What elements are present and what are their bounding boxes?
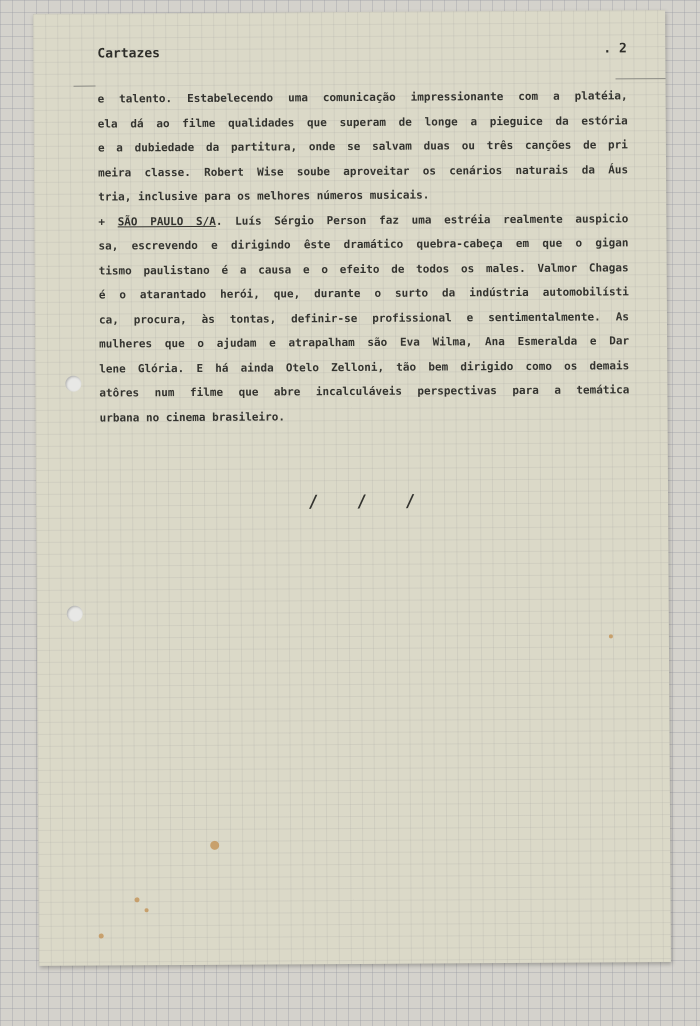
paper-stain — [134, 897, 139, 902]
paper-stain — [609, 634, 613, 638]
text-line: urbana no cinema brasileiro. — [99, 409, 286, 425]
end-mark: / / / — [308, 491, 430, 513]
paper-stain — [99, 934, 104, 939]
film-title: SÃO PAULO S/A — [117, 214, 216, 228]
header-rule-right — [616, 78, 666, 79]
text-line-rest: . Luís Sérgio Person faz uma estréia realmente auspicio — [215, 211, 629, 228]
paper-stain — [210, 841, 219, 850]
page-number: . 2 — [603, 41, 627, 57]
text-line: ca, procura, às tontas, definir-se profissional e sentimentalmente. As — [98, 309, 629, 327]
text-line: ela dá ao filme qualidades que superam de longe a pieguice da estória — [97, 113, 628, 131]
text-line: atôres num filme que abre incalculáveis perspectivas para a temática — [99, 383, 630, 400]
header-rule-left — [74, 86, 96, 87]
text-line: tismo paulistano é a causa e o efeito de todos os males. Valmor Chagas — [98, 260, 629, 278]
text-line: mulheres que o ajudam e atrapalham são Eva Wilma, Ana Esmeralda e Dar — [99, 334, 630, 351]
punch-hole — [65, 376, 81, 392]
bullet-mark: + — [98, 215, 106, 229]
text-line: e a dubiedade da partitura, onde se salvam duas ou três canções de pri — [97, 138, 628, 155]
text-line: sa, escrevendo e dirigindo êste dramático quebra-cabeça em que o gigan — [98, 236, 629, 253]
review-heading-line — [98, 207, 628, 235]
text-line: e talento. Estabelecendo uma comunicação impressionante com a platéia, — [97, 89, 628, 106]
paper-stain — [145, 908, 149, 912]
typewritten-page — [33, 10, 671, 966]
text-line: é o atarantado herói, que, durante o surto da indústria automobilísti — [98, 285, 629, 302]
header-title: Cartazes — [97, 46, 161, 62]
punch-hole — [67, 606, 83, 622]
text-line: lene Glória. E há ainda Otelo Zelloni, tão bem dirigido como os demais — [99, 358, 630, 376]
text-line: tria, inclusive para os melhores números musicais. — [98, 188, 430, 204]
text-line: meira classe. Robert Wise soube aproveitar os cenários naturais da Áus — [98, 162, 629, 180]
body-text — [98, 84, 630, 430]
